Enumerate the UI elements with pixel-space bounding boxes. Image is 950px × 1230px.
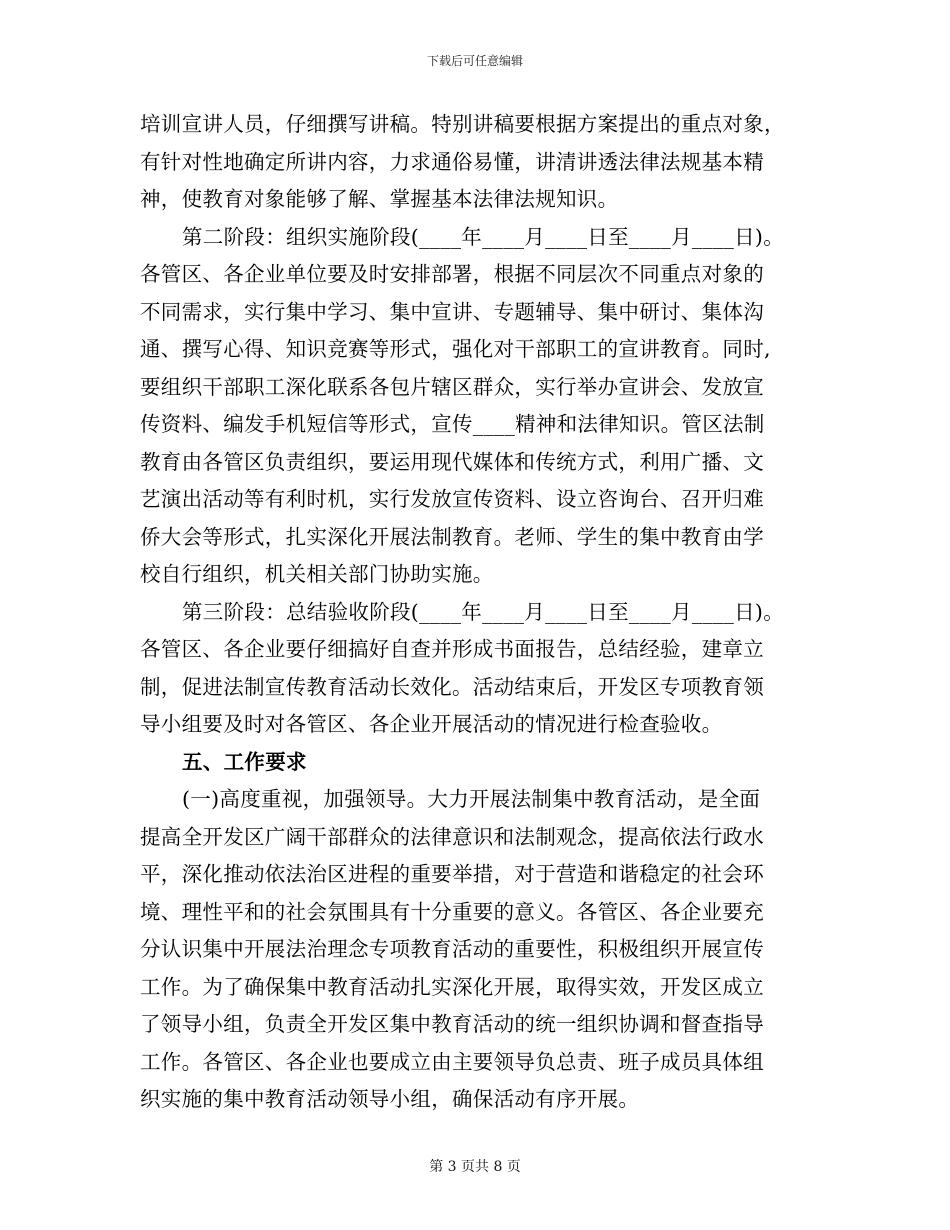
body-line: 通、撰写心得、知识竞赛等形式，强化对干部职工的宣讲教育。同时, bbox=[140, 337, 771, 361]
body-line: 各管区、各企业要仔细搞好自查并形成书面报告，总结经验，建章立 bbox=[140, 637, 764, 661]
body-line: 侨大会等形式，扎实深化开展法制教育。老师、学生的集中教育由学 bbox=[140, 524, 764, 549]
body-line: 导小组要及时对各管区、各企业开展活动的情况进行检查验收。 bbox=[140, 712, 723, 736]
body-line: 要组织干部职工深化联系各包片辖区群众，实行举办宣讲会、发放宣 bbox=[140, 374, 764, 399]
body-line: 了领导小组，负责全开发区集中教育活动的统一组织协调和督查指导 bbox=[140, 1012, 764, 1036]
page-header: 下载后可任意编辑 bbox=[426, 54, 523, 68]
body-line: 不同需求，实行集中学习、集中宣讲、专题辅导、集中研讨、集体沟 bbox=[140, 299, 764, 324]
body-line: 传资料、编发手机短信等形式，宣传____精神和法律知识。管区法制 bbox=[140, 412, 765, 436]
stage-three-line: 第三阶段：总结验收阶段(____年____月____日至____月____日)。 bbox=[182, 599, 784, 624]
body-line: 工作。为了确保集中教育活动扎实深化开展，取得实效，开发区成立 bbox=[140, 974, 764, 999]
body-line: 艺演出活动等有利时机，实行发放宣传资料、设立咨询台、召开归难 bbox=[140, 487, 764, 511]
body-line: 制，促进法制宣传教育活动长效化。活动结束后，开发区专项教育领 bbox=[140, 674, 764, 699]
body-line: 培训宣讲人员，仔细撰写讲稿。特别讲稿要根据方案提出的重点对象， bbox=[140, 112, 785, 136]
body-line: 工作。各管区、各企业也要成立由主要领导负总责、班子成员具体组 bbox=[140, 1049, 764, 1074]
body-line: 提高全开发区广阔干部群众的法律意识和法制观念，提高依法行政水 bbox=[140, 824, 764, 849]
body-line: 织实施的集中教育活动领导小组，确保活动有序开展。 bbox=[140, 1087, 640, 1111]
section-heading: 五、工作要求 bbox=[182, 749, 307, 774]
page-number: 第 3 页共 8 页 bbox=[429, 1159, 521, 1175]
paragraph-start-line: (一)高度重视，加强领导。大力开展法制集中教育活动，是全面 bbox=[182, 787, 761, 811]
body-line: 教育由各管区负责组织，要运用现代媒体和传统方式，利用广播、文 bbox=[140, 449, 764, 474]
body-line: 平，深化推动依法治区进程的重要举措，对于营造和谐稳定的社会环 bbox=[140, 862, 764, 886]
document-body bbox=[140, 106, 816, 1119]
body-line: 各管区、各企业单位要及时安排部署，根据不同层次不同重点对象的 bbox=[140, 262, 764, 286]
stage-two-line: 第二阶段：组织实施阶段(____年____月____日至____月____日)。 bbox=[182, 224, 784, 249]
body-line: 有针对性地确定所讲内容，力求通俗易懂，讲清讲透法律法规基本精 bbox=[140, 149, 764, 174]
body-line: 神，使教育对象能够了解、掌握基本法律法规知识。 bbox=[140, 187, 619, 211]
body-line: 分认识集中开展法治理念专项教育活动的重要性，积极组织开展宣传 bbox=[140, 937, 764, 961]
body-line: 校自行组织，机关相关部门协助实施。 bbox=[140, 562, 494, 586]
body-line: 境、理性平和的社会氛围具有十分重要的意义。各管区、各企业要充 bbox=[140, 899, 764, 924]
